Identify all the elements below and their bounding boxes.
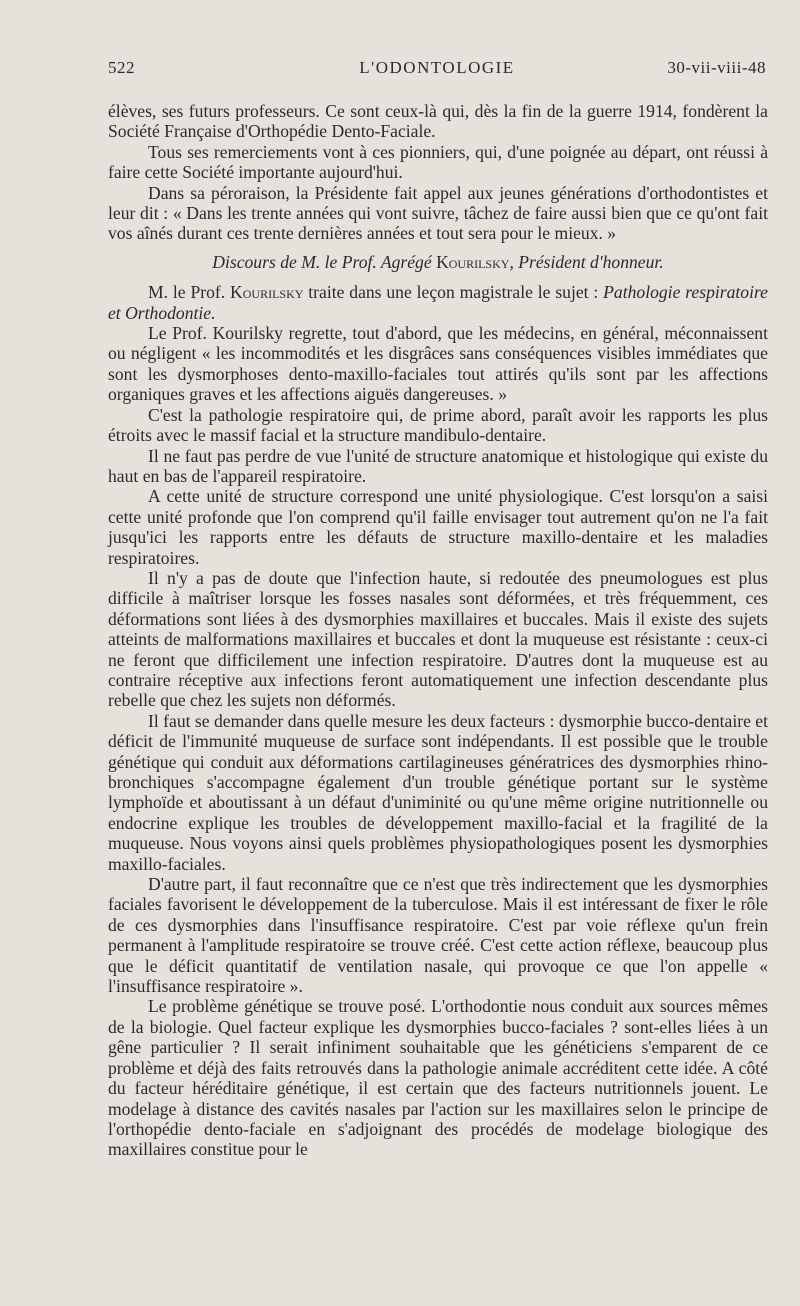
paragraph: A cette unité de structure correspond une unité physiologique. C'est lorsqu'on a saisi cette unité profonde que l'on comprend qu'il faille envisager tout autrement qu'on ne l'a fait jusqu'ici les rapports entre les défauts de structure maxillo-dentaire et les maladies respiratoires. bbox=[108, 486, 768, 568]
heading-text-end: , Président d'honneur. bbox=[509, 251, 664, 272]
paragraph bbox=[108, 282, 768, 323]
paragraph: Tous ses remerciements vont à ces pionniers, qui, d'une poignée au départ, ont réussi à faire cette Société importante aujourd'hui. bbox=[108, 141, 768, 183]
journal-title: L'ODONTOLOGIE bbox=[359, 58, 515, 77]
running-header bbox=[108, 58, 766, 88]
issue-date: 30-vii-viii-48 bbox=[667, 58, 766, 77]
body-text bbox=[108, 101, 768, 1160]
paragraph: Il n'y a pas de doute que l'infection haute, si redoutée des pneumologues est plus difficile à maîtriser lorsque les fosses nasales sont déformées, et très fréquemment, ces déformations sont liées à des dysmorphies maxillaires et buccales. Mais il existe des sujets atteints de malformations maxillaires et buccales et dont la muqueuse est résistante : ceux-ci ne feront que difficilement une infection respiratoire. D'autres dont la muqueuse est au contraire réceptive aux infections feront automatiquement une infection descendante plus rebelle que chez les sujets non déformés. bbox=[108, 567, 768, 711]
section-heading bbox=[108, 252, 768, 272]
paragraph: Le Prof. Kourilsky regrette, tout d'abord, que les médecins, en général, méconnaissent ou négligent « les incommodités et les disgrâces sans conséquences visibles immédiates que sont les dysmorphoses dento-maxillo-faciales tout attirés qu'ils sont par les affections organiques graves et les affections aiguës dangereuses. » bbox=[108, 323, 768, 405]
paragraph-text: M. le Prof. bbox=[148, 282, 231, 303]
paragraph: Il faut se demander dans quelle mesure les deux facteurs : dysmorphie bucco-dentaire et déficit de l'immunité muqueuse de surface sont indépendants. Il est possible que le trouble génétique qui conduit aux déformations cartilagineuses génératrices des dysmorphies rhino-bronchiques s'accompagne également d'un trouble génétique portant sur le système lymphoïde et aboutissant à un défaut d'uniminité ou qu'une même origine nutritionnelle ou endocrine explique les troubles de développement maxillo-facial et la fragilité de la muqueuse. Nous voyons ainsi quels problèmes physiopathologiques posent les dysmorphies maxillo-faciales. bbox=[108, 710, 768, 874]
heading-text: Discours de M. le Prof. Agrégé bbox=[212, 251, 437, 272]
paragraph: élèves, ses futurs professeurs. Ce sont ceux-là qui, dès la fin de la guerre 1914, fondèrent la Société Française d'Orthopédie Dento-Faciale. bbox=[108, 101, 768, 142]
speaker-name: Kourilsky bbox=[230, 282, 304, 303]
paragraph: C'est la pathologie respiratoire qui, de prime abord, paraît avoir les rapports les plus étroits avec le massif facial et la structure mandibulo-dentaire. bbox=[108, 404, 768, 446]
heading-name: Kourilsky bbox=[436, 251, 510, 272]
paragraph-text: traite dans une leçon magistrale le sujet : bbox=[303, 282, 604, 303]
paragraph: Le problème génétique se trouve posé. L'orthodontie nous conduit aux sources mêmes de la biologie. Quel facteur explique les dysmorphies bucco-faciales ? sont-elles liées à un gêne particulier ? Il serait infiniment souhaitable que les généticiens s'emparent de ce problème et déjà des faits retrouvés dans la pathologie animale accréditent cette idée. A côté du facteur héréditaire génétique, il est certain que des facteurs nutritionnels jouent. Le modelage à distance des cavités nasales par l'action sur les maxillaires selon le principe de l'orthopédie dento-faciale en s'adjoignant des procédés de modelage biologique des maxillaires constitue pour le bbox=[108, 996, 768, 1160]
paragraph: Il ne faut pas perdre de vue l'unité de structure anatomique et histologique qui existe du haut en bas de l'appareil respiratoire. bbox=[108, 445, 768, 486]
paragraph: D'autre part, il faut reconnaître que ce n'est que très indirectement que les dysmorphies faciales favorisent le développement de la tuberculose. Mais il est intéressant de fixer le rôle de ces dysmorphies dans l'insuffisance respiratoire. C'est par voie réflexe qu'un frein permanent à l'amplitude respiratoire se trouve créé. C'est cette action réflexe, beaucoup plus que le déficit quantitatif de ventilation nasale, qui provoque ce que l'on appelle « l'insuffisance respiratoire ». bbox=[108, 874, 768, 997]
paragraph: Dans sa péroraison, la Présidente fait appel aux jeunes générations d'orthodontistes et leur dit : « Dans les trente années qui vont suivre, tâchez de faire aussi bien que ce qu'ont fait vos aînés durant ces trente dernières années et tout sera pour le mieux. » bbox=[108, 182, 768, 244]
lecture-title: Pathologie respiratoire et Orthodontie. bbox=[108, 282, 768, 323]
page-number: 522 bbox=[108, 58, 135, 77]
